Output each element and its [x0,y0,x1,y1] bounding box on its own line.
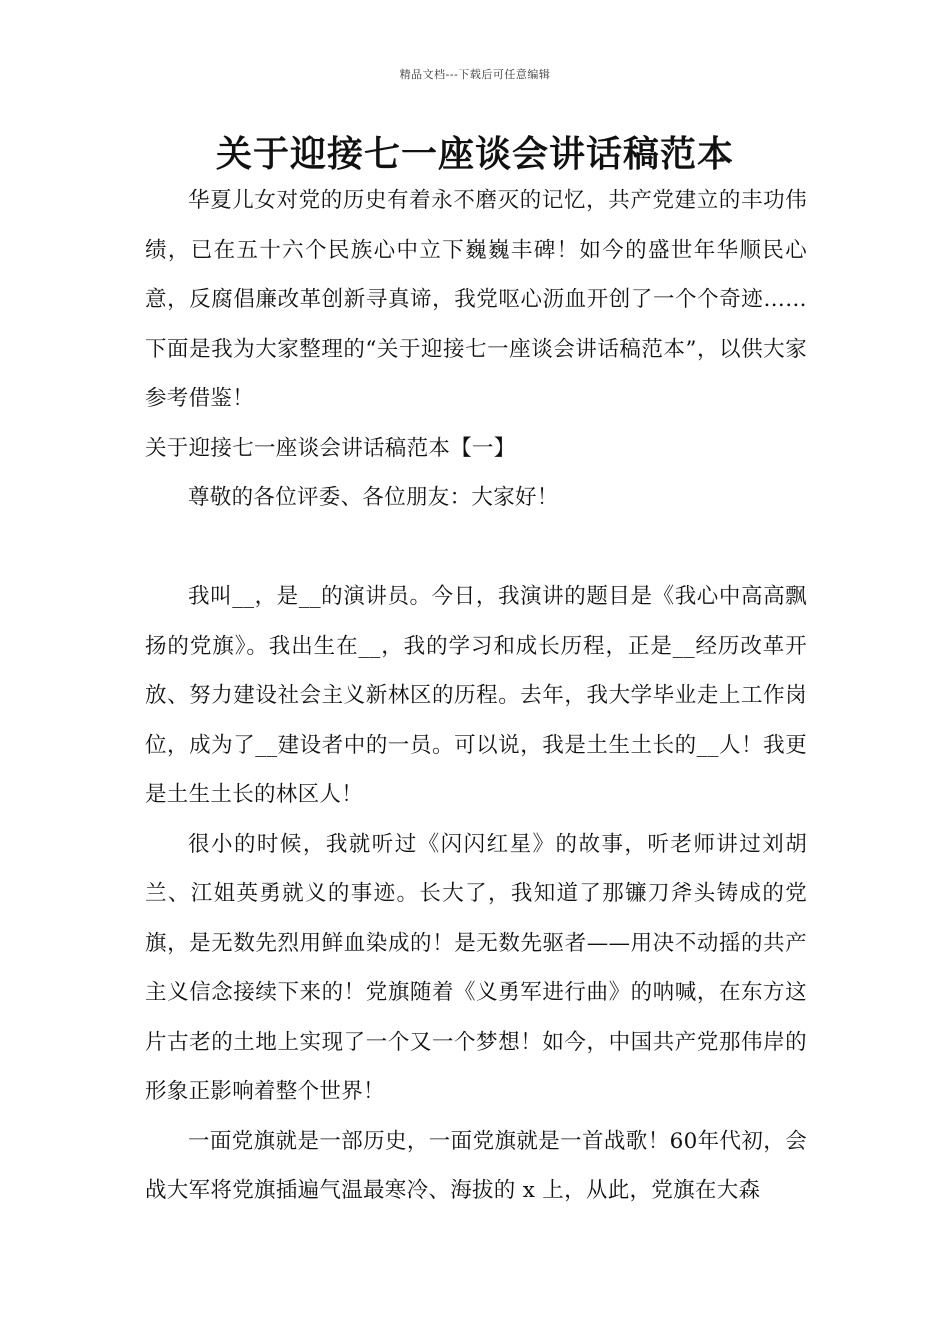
body-paragraph-1: 我叫__，是__的演讲员。今日，我演讲的题目是《我心中高高飘扬的党旗》。我出生在__，我的学习和成长历程，正是__经历改革开放、努力建设社会主义新林区的历程。去年，我大学毕业走上工作岗位，成为了__建设者中的一员。可以说，我是土生土长的__人！我更是土生土长的林区人！ [145,584,807,807]
blank-line [145,523,807,573]
document-title: 关于迎接七一座谈会讲话稿范本 [215,133,734,175]
greeting-paragraph: 尊敬的各位评委、各位朋友：大家好！ [188,485,559,510]
body-paragraph-3: 一面党旗就是一部历史，一面党旗就是一首战歌！60年代初，会战大军将党旗插遍气温最寒冷、海拔的 x 上，从此，党旗在大森 [145,1128,807,1203]
section-heading: 关于迎接七一座谈会讲话稿范本【一】 [145,435,516,461]
body-paragraph-2: 很小的时候，我就听过《闪闪红星》的故事，听老师讲过刘胡兰、江姐英勇就义的事迹。长大了，我知道了那镰刀斧头铸成的党旗，是无数先烈用鲜血染成的！是无数先驱者——用决不动摇的共产主义信念接续下来的！党旗随着《义勇军进行曲》的呐喊，在东方这片古老的土地上实现了一个又一个梦想！如今，中国共产党那伟岸的形象正影响着整个世界！ [145,831,807,1104]
document-body [145,176,807,1216]
intro-paragraph: 华夏儿女对党的历史有着永不磨灭的记忆，共产党建立的丰功伟绩，已在五十六个民族心中立下巍巍丰碑！如今的盛世年华顺民心意，反腐倡廉改革创新寻真谛，我党呕心沥血开创了一个个奇迹……下面是我为大家整理的“关于迎接七一座谈会讲话稿范本”，以供大家参考借鉴！ [145,188,807,411]
header-note: 精品文档---下载后可任意编辑 [399,68,551,81]
